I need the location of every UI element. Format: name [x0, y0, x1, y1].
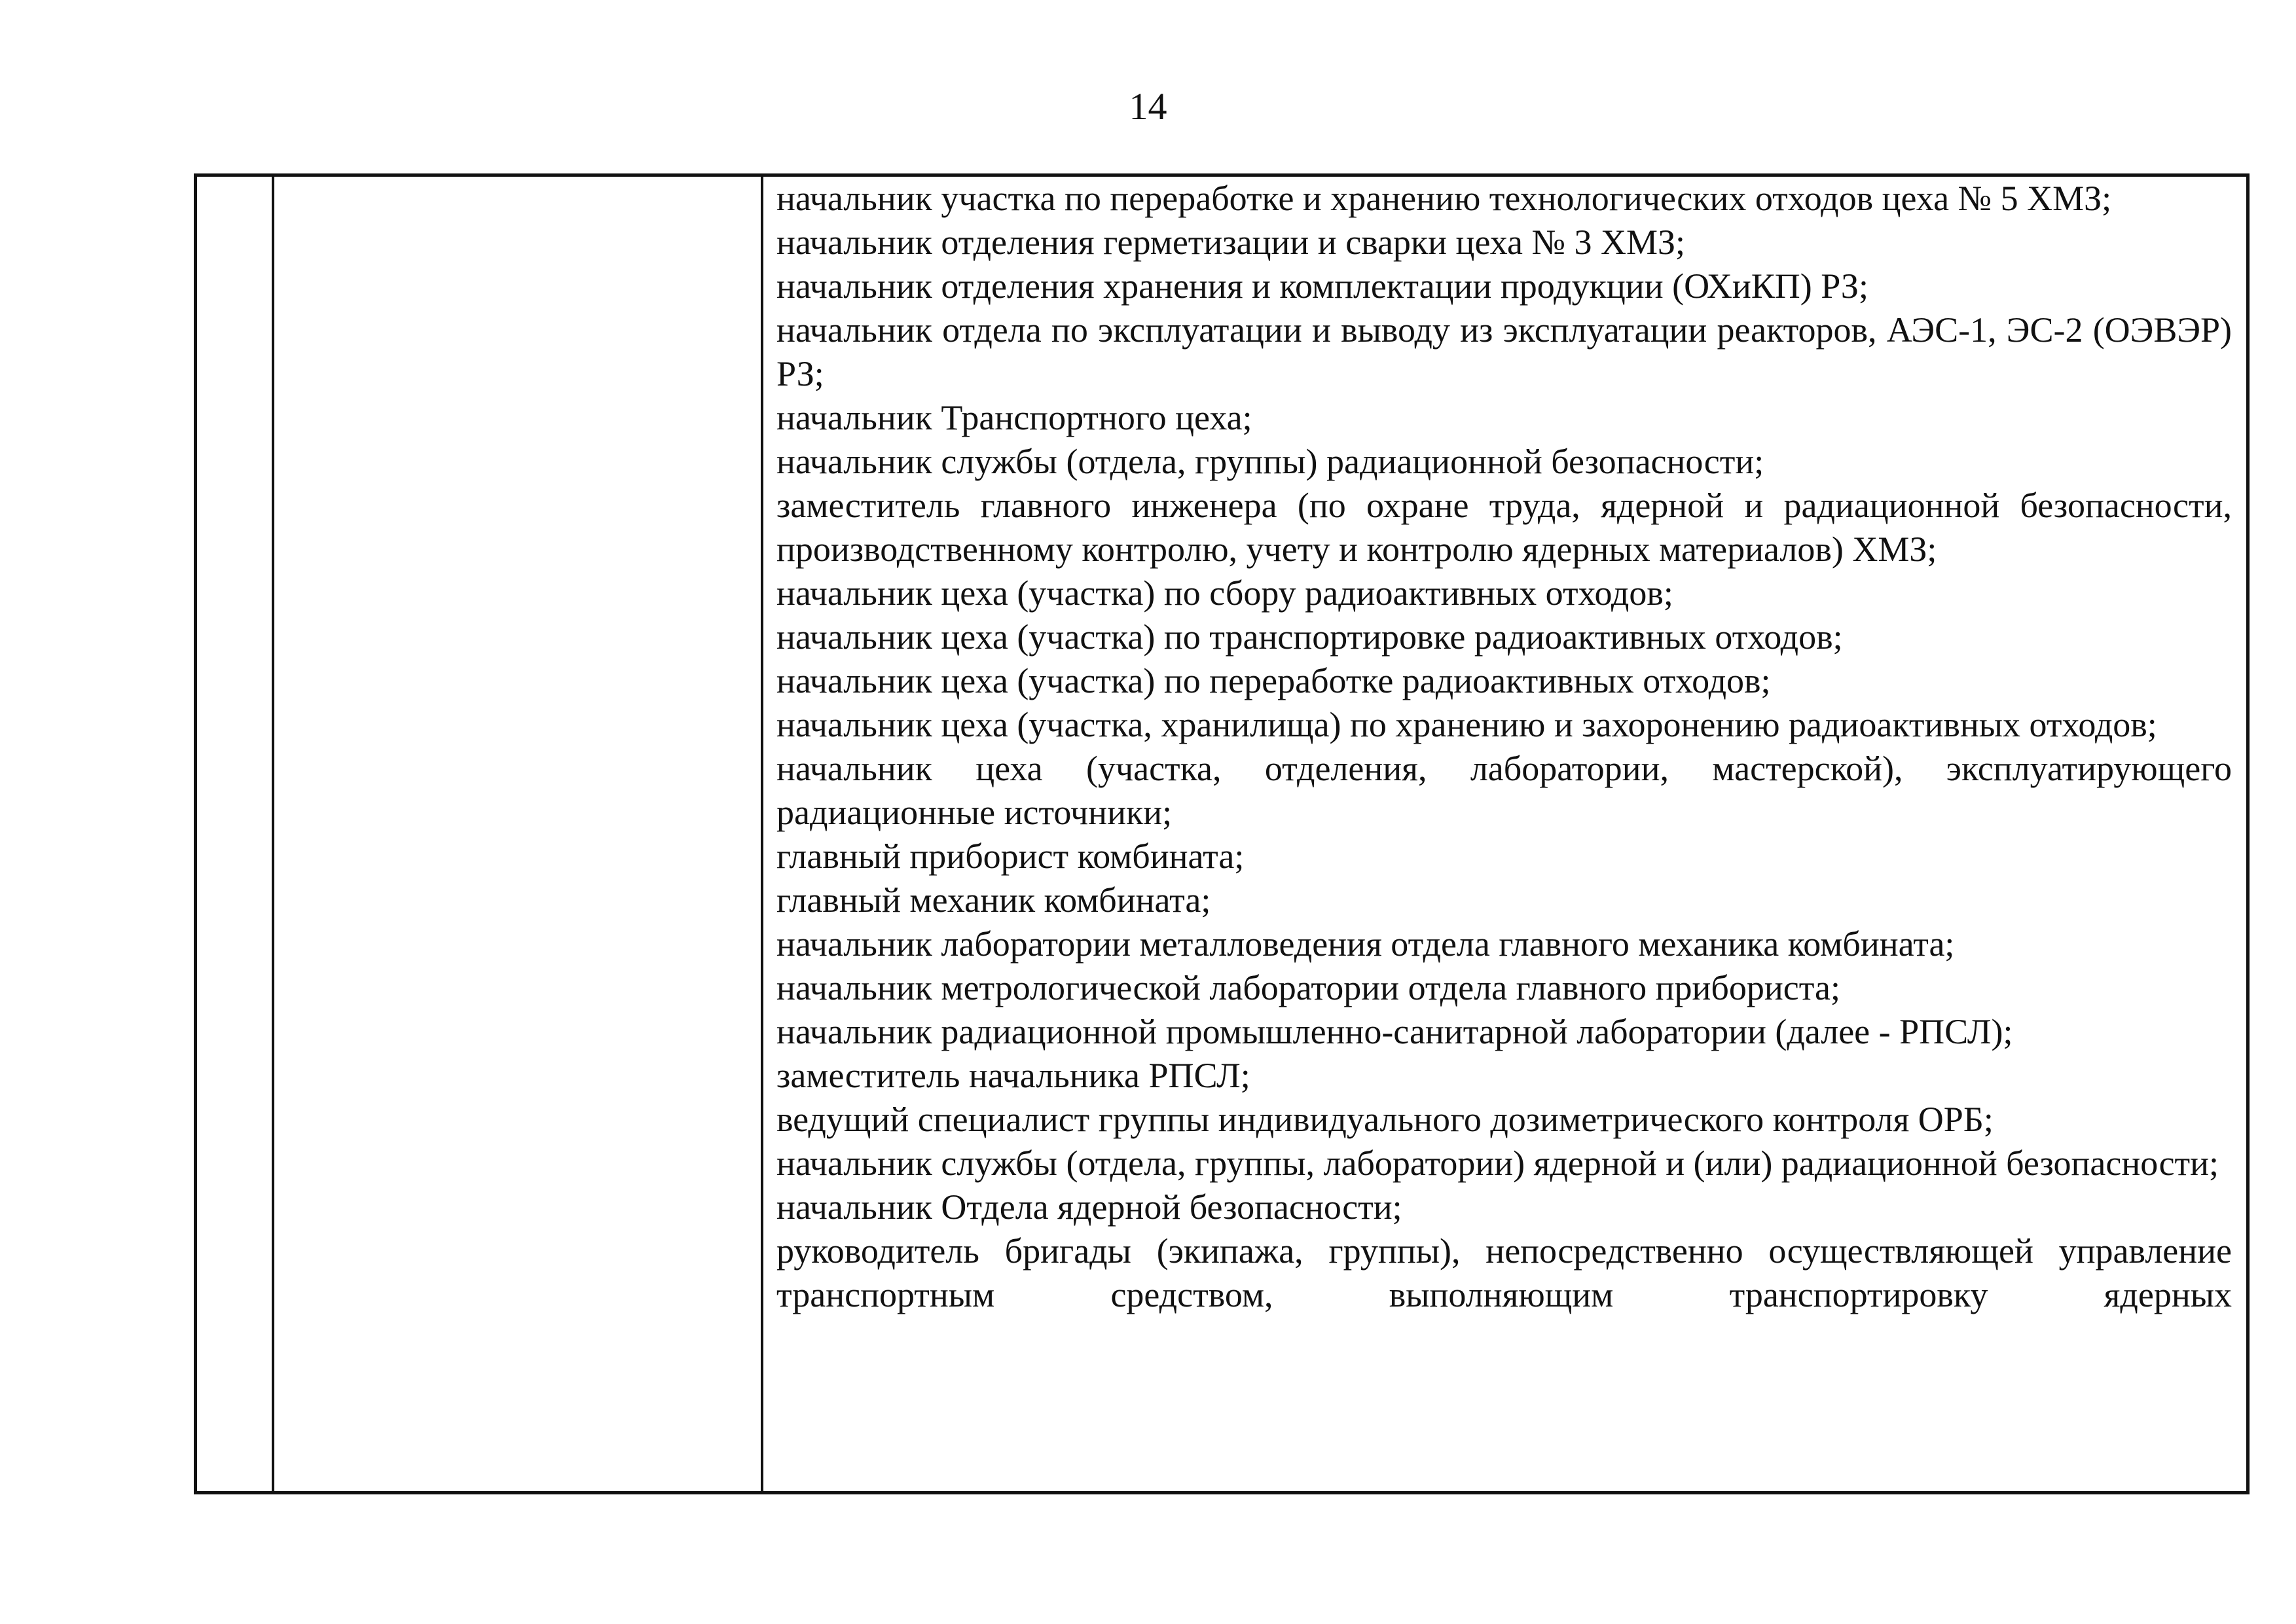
position-entry: начальник отделения герметизации и сварки цеха № 3 ХМЗ;: [776, 223, 1686, 262]
position-entry: начальник цеха (участка, хранилища) по хранению и захоронению радиоактивных отходов;: [776, 705, 2157, 744]
position-entry: начальник Транспортного цеха;: [776, 398, 1252, 437]
position-entry: начальник цеха (участка, отделения, лаборатории, мастерской), эксплуатирующего радиационные источники;: [776, 749, 2232, 832]
positions-list-cell: [776, 177, 2232, 1491]
positions-table: [194, 173, 2250, 1494]
position-entry: начальник службы (отдела, группы, лаборатории) ядерной и (или) радиационной безопасности;: [776, 1144, 2219, 1183]
position-entry: начальник отделения хранения и комплектации продукции (ОХиКП) РЗ;: [776, 266, 1868, 306]
position-entry: начальник метрологической лаборатории отдела главного прибориста;: [776, 968, 1840, 1007]
position-entry: начальник цеха (участка) по сбору радиоактивных отходов;: [776, 573, 1673, 613]
position-entry: ведущий специалист группы индивидуального дозиметрического контроля ОРБ;: [776, 1100, 1994, 1139]
position-entry: заместитель главного инженера (по охране труда, ядерной и радиационной безопасности, производственному контролю, учету и контролю ядерных материалов) ХМЗ;: [776, 486, 2232, 569]
position-entry: начальник службы (отдела, группы) радиационной безопасности;: [776, 442, 1764, 481]
position-entry: заместитель начальника РПСЛ;: [776, 1056, 1250, 1095]
position-entry: начальник цеха (участка) по переработке радиоактивных отходов;: [776, 661, 1771, 700]
position-entry: начальник лаборатории металловедения отдела главного механика комбината;: [776, 924, 1955, 964]
position-entry: главный приборист комбината;: [776, 837, 1245, 876]
position-entry: начальник радиационной промышленно-санитарной лаборатории (далее - РПСЛ);: [776, 1012, 2013, 1051]
position-entry: начальник отдела по эксплуатации и выводу из эксплуатации реакторов, АЭС-1, ЭС-2 (ОЭВЭР) РЗ;: [776, 310, 2232, 393]
position-entry: начальник Отдела ядерной безопасности;: [776, 1187, 1402, 1227]
position-entry: руководитель бригады (экипажа, группы), непосредственно осуществляющей управление транспортным средством, выполняющим транспортировку ядерных: [776, 1231, 2232, 1314]
position-entry: главный механик комбината;: [776, 880, 1211, 920]
position-entry: начальник цеха (участка) по транспортировке радиоактивных отходов;: [776, 617, 1843, 657]
column-divider-2: [761, 177, 763, 1491]
position-entry: начальник участка по переработке и хранению технологических отходов цеха № 5 ХМЗ;: [776, 179, 2112, 218]
page-number: 14: [1129, 85, 1167, 128]
column-divider-1: [272, 177, 274, 1491]
